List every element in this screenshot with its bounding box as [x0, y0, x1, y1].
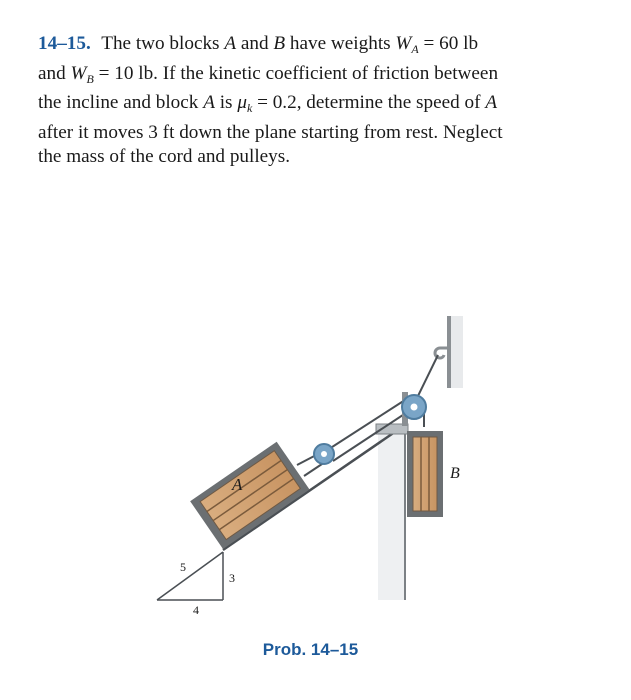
- problem-number: 14–15.: [38, 33, 91, 54]
- label-block-b: B: [450, 465, 460, 482]
- pulley-a: [314, 444, 334, 464]
- slope-rise-label: 3: [229, 571, 235, 585]
- slope-hyp-label: 5: [180, 560, 186, 574]
- slope-triangle: [157, 552, 223, 600]
- slope-run-label: 4: [193, 603, 199, 617]
- problem-line-3: the incline and block A is $\mu_k = 0.2$, determine the speed of A: [38, 92, 498, 115]
- wall: [447, 316, 463, 388]
- block-b: [407, 431, 443, 517]
- figure-caption: Prob. 14–15: [262, 640, 359, 659]
- problem-line-1: 14–15. The two blocks A and B have weights $W_A = 60$ lb: [38, 33, 479, 56]
- problem-line-4: after it moves 3 ft down the plane starting from rest. Neglect: [38, 121, 503, 143]
- pulley-top: [402, 392, 426, 426]
- problem-line-2: and $W_B = 10$ lb. If the kinetic coefficient of friction between: [38, 62, 499, 86]
- label-block-a: A: [232, 475, 243, 494]
- problem-line-5: the mass of the cord and pulleys.: [38, 146, 291, 167]
